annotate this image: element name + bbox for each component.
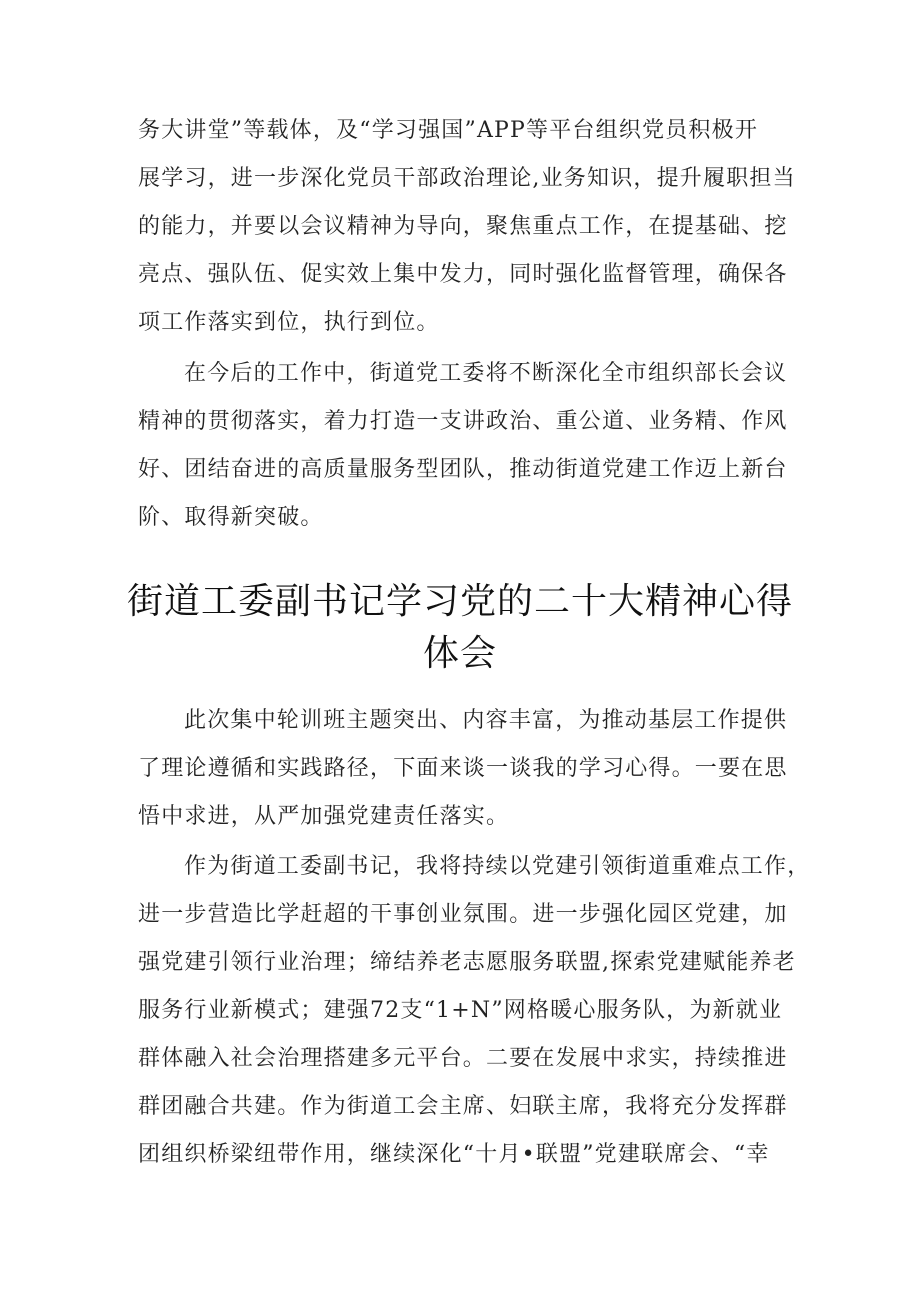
text-line: 阶、取得新突破。 bbox=[138, 505, 324, 530]
text-line: 进一步营造比学赶超的干事创业氛围。进一步强化园区党建，加 bbox=[138, 902, 788, 927]
text-line: 精神的贯彻落实，着力打造一支讲政治、重公道、业务精、作风 bbox=[138, 409, 788, 434]
section-title-continued: 体会 bbox=[422, 633, 497, 674]
paragraph-continued bbox=[138, 107, 800, 347]
text-line: 展学习，进一步深化党员干部政治理论,业务知识，提升履职担当 bbox=[138, 166, 796, 191]
text-line: 的能力，并要以会议精神为导向，聚焦重点工作，在提基础、挖 bbox=[138, 214, 788, 239]
section-title: 街道工委副书记学习党的二十大精神心得 bbox=[126, 581, 793, 622]
text-line: 作为街道工委副书记，我将持续以党建引领街道重难点工作， bbox=[184, 854, 811, 879]
paragraph-duties bbox=[138, 843, 811, 1179]
text-line: 团组织桥梁纽带作用，继续深化“十月•联盟”党建联席会、“幸 bbox=[138, 1142, 770, 1167]
text-line: 亮点、强队伍、促实效上集中发力，同时强化监督管理，确保各 bbox=[138, 262, 788, 287]
text-line: 项工作落实到位，执行到位。 bbox=[138, 310, 440, 335]
text-line: 此次集中轮训班主题突出、内容丰富，为推动基层工作提供 bbox=[184, 708, 788, 733]
text-line: 悟中求进，从严加强党建责任落实。 bbox=[138, 804, 510, 829]
paragraph-intro bbox=[138, 697, 800, 841]
text-line: 服务行业新模式；建强72支“1+N”网格暖心服务队，为新就业 bbox=[138, 998, 783, 1023]
text-line: 务大讲堂”等载体，及“学习强国”APP等平台组织党员积极开 bbox=[138, 118, 759, 143]
text-line: 好、团结奋进的高质量服务型团队，推动街道党建工作迈上新台 bbox=[138, 457, 788, 482]
text-line: 了理论遵循和实践路径，下面来谈一谈我的学习心得。一要在思 bbox=[138, 756, 788, 781]
text-line: 群体融入社会治理搭建多元平台。二要在发展中求实，持续推进 bbox=[138, 1046, 788, 1071]
text-line: 在今后的工作中，街道党工委将不断深化全市组织部长会议 bbox=[184, 361, 788, 386]
paragraph-future-work bbox=[138, 350, 800, 542]
text-line: 群团融合共建。作为街道工会主席、妇联主席，我将充分发挥群 bbox=[138, 1094, 788, 1119]
text-line: 强党建引领行业治理；缔结养老志愿服务联盟,探索党建赋能养老 bbox=[138, 950, 796, 975]
